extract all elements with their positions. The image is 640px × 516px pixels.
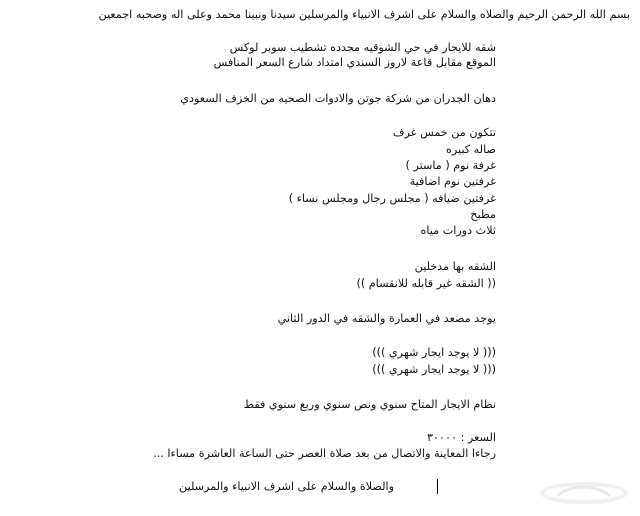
- text-caret: [437, 479, 438, 494]
- entrances-line: الشقه بها مدخلين: [414, 260, 496, 273]
- room-list-item: صاله كبيره: [446, 143, 496, 156]
- paint-fixtures-line: دهان الجدران من شركة جوتن والادوات الصحيه من الخزف السعودي: [180, 92, 496, 105]
- price-line: السعر : ٣٠٠٠٠: [427, 431, 496, 444]
- room-list-item: غرفة نوم ( ماستر ): [405, 159, 496, 172]
- watermark-logo-icon: [538, 478, 630, 506]
- apartment-heading: شقه للايجار في حي الشوقيه مجدده تشطيب سوبر لوكس: [229, 41, 496, 54]
- no-monthly-rent-line: ((( لا يوجد ايجار شهري ))): [372, 363, 496, 376]
- rooms-count-line: تتكون من خمس غرف: [392, 126, 496, 139]
- closing-line: والصلاة والسلام على اشرف الانبياء والمرسلين: [179, 480, 394, 493]
- no-monthly-rent-line: ((( لا يوجد ايجار شهري ))): [372, 346, 496, 359]
- elevator-floor-line: يوجد مصعد في العمارة والشقه في الدور الثاني: [277, 312, 496, 325]
- room-list-item: ثلاث دورات مياه: [420, 224, 496, 237]
- viewing-times-line: رجاءا المعاينة والاتصال من بعد صلاة العصر حتى الساعة العاشرة مساءا ...: [153, 447, 496, 460]
- room-list-item: مطبخ: [470, 208, 496, 221]
- not-divisible-line: (( الشقه غير قابله للانقسام )): [356, 277, 496, 290]
- location-line: الموقع مقابل قاعة لاروز السندي امتداد شارع السعر المنافس: [213, 56, 496, 69]
- opening-line: بسم الله الرحمن الرحيم والصلاه والسلام على اشرف الانبياء والمرسلين سيدنا ونبينا محمد وعلى اله وصحبه اجمعين: [98, 8, 630, 21]
- room-list-item: غرفتين نوم اضافية: [409, 175, 496, 188]
- room-list-item: غرفتين ضيافه ( مجلس رجال ومجلس نساء ): [288, 192, 496, 205]
- rental-system-line: نظام الايجار المتاح سنوي ونص سنوي وربع سنوي فقط: [243, 398, 496, 411]
